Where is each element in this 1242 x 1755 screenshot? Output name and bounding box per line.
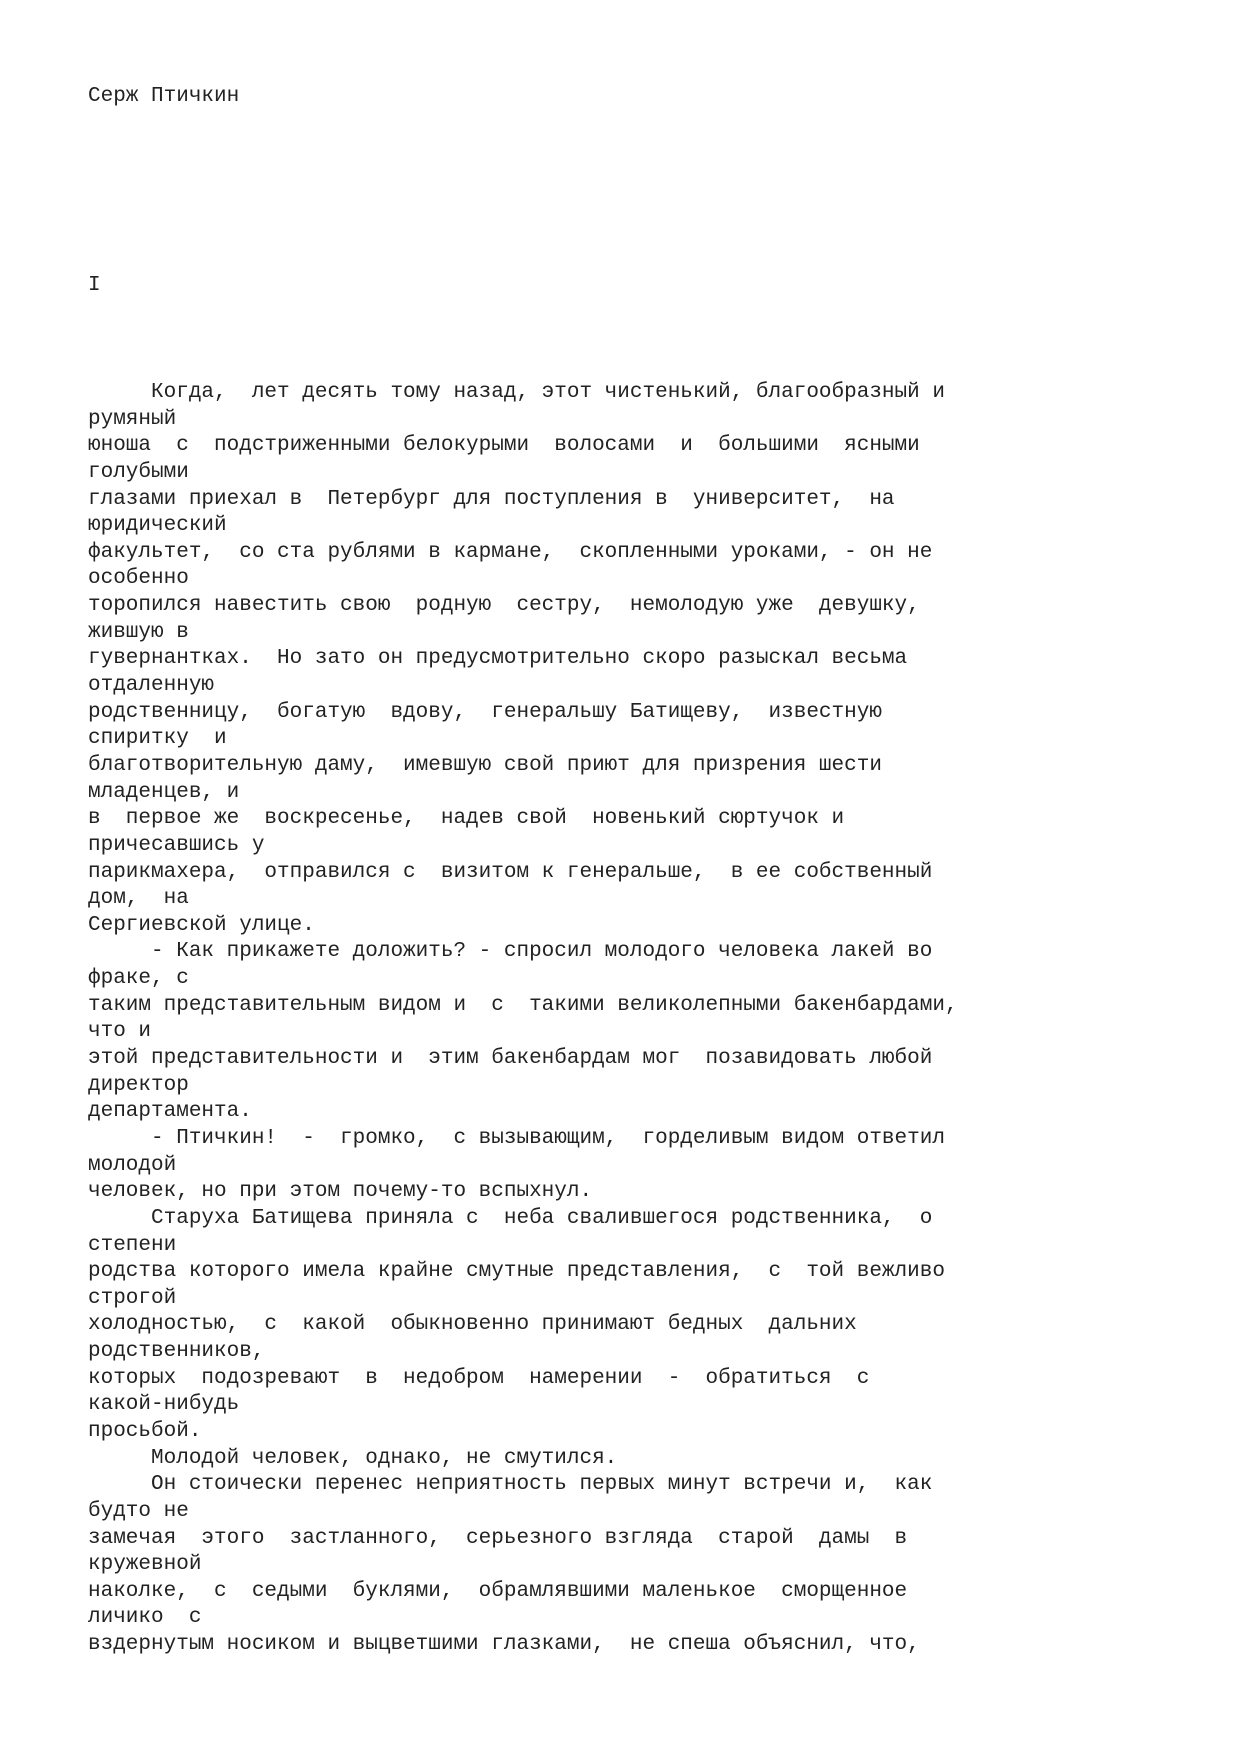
text-line: в первое же воскресенье, надев свой новенький сюртучок и bbox=[88, 807, 845, 831]
text-line: которых подозревают в недобром намерении - обратиться с bbox=[88, 1366, 870, 1390]
text-line: личико с bbox=[88, 1606, 202, 1630]
text-line: причесавшись у bbox=[88, 833, 265, 857]
text-line: - Как прикажете доложить? - спросил молодого человека лакей во bbox=[88, 940, 933, 964]
body-text bbox=[88, 380, 1208, 1659]
text-line: строгой bbox=[88, 1286, 177, 1310]
text-line: дом, на bbox=[88, 887, 189, 911]
text-line: Старуха Батищева приняла с неба свалившегося родственника, о bbox=[88, 1206, 933, 1230]
text-line: особенно bbox=[88, 567, 189, 591]
text-line: кружевной bbox=[88, 1553, 202, 1577]
text-line: Он стоически перенес неприятность первых минут встречи и, как bbox=[88, 1473, 933, 1497]
text-line: голубыми bbox=[88, 460, 189, 484]
text-line: вздернутым носиком и выцветшими глазками, не спеша объяснил, что, bbox=[88, 1633, 920, 1657]
text-line: гувернантках. Но зато он предусмотрительно скоро разыскал весьма bbox=[88, 647, 908, 671]
text-line: юридический bbox=[88, 514, 227, 538]
text-line: директор bbox=[88, 1073, 189, 1097]
text-line: молодой bbox=[88, 1153, 177, 1177]
text-line: глазами приехал в Петербург для поступления в университет, на bbox=[88, 487, 895, 511]
text-line: замечая этого застланного, серьезного взгляда старой дамы в bbox=[88, 1526, 908, 1550]
text-line: Сергиевской улице. bbox=[88, 913, 315, 937]
text-line: отдаленную bbox=[88, 674, 215, 698]
text-line: Когда, лет десять тому назад, этот чистенький, благообразный и bbox=[88, 381, 945, 404]
text-line: родства которого имела крайне смутные представления, с той вежливо bbox=[88, 1260, 945, 1284]
chapter-number: I bbox=[88, 274, 101, 297]
text-line: степени bbox=[88, 1233, 177, 1257]
text-line: таким представительным видом и с такими великолепными бакенбардами, bbox=[88, 993, 958, 1017]
text-line: юноша с подстриженными белокурыми волосами и большими ясными bbox=[88, 434, 920, 458]
text-line: будто не bbox=[88, 1499, 189, 1523]
text-line: младенцев, и bbox=[88, 780, 240, 804]
text-line: парикмахера, отправился с визитом к генеральше, в ее собственный bbox=[88, 860, 933, 884]
text-line: просьбой. bbox=[88, 1419, 202, 1443]
text-line: благотворительную даму, имевшую свой приют для призрения шести bbox=[88, 753, 882, 777]
text-line: холодностью, с какой обыкновенно принимают бедных дальних bbox=[88, 1313, 857, 1337]
text-line: жившую в bbox=[88, 620, 189, 644]
text-line: родственников, bbox=[88, 1340, 265, 1364]
text-line: департамента. bbox=[88, 1100, 252, 1124]
text-line: что и bbox=[88, 1020, 152, 1044]
text-line: фраке, с bbox=[88, 967, 189, 991]
text-line: наколке, с седыми буклями, обрамлявшими маленькое сморщенное bbox=[88, 1579, 908, 1603]
text-line: факультет, со ста рублями в кармане, скопленными уроками, - он не bbox=[88, 540, 933, 564]
text-line: спиритку и bbox=[88, 727, 227, 751]
author-name: Серж Птичкин bbox=[88, 85, 240, 108]
text-line: румяный bbox=[88, 407, 177, 431]
text-line: Молодой человек, однако, не смутился. bbox=[88, 1446, 618, 1470]
text-line: торопился навестить свою родную сестру, немолодую уже девушку, bbox=[88, 594, 920, 618]
text-line: человек, но при этом почему-то вспыхнул. bbox=[88, 1180, 593, 1204]
text-line: этой представительности и этим бакенбардам мог позавидовать любой bbox=[88, 1047, 933, 1071]
text-line: - Птичкин! - громко, с вызывающим, горделивым видом ответил bbox=[88, 1126, 945, 1150]
text-line: какой-нибудь bbox=[88, 1393, 240, 1417]
text-line: родственницу, богатую вдову, генеральшу Батищеву, известную bbox=[88, 700, 882, 724]
